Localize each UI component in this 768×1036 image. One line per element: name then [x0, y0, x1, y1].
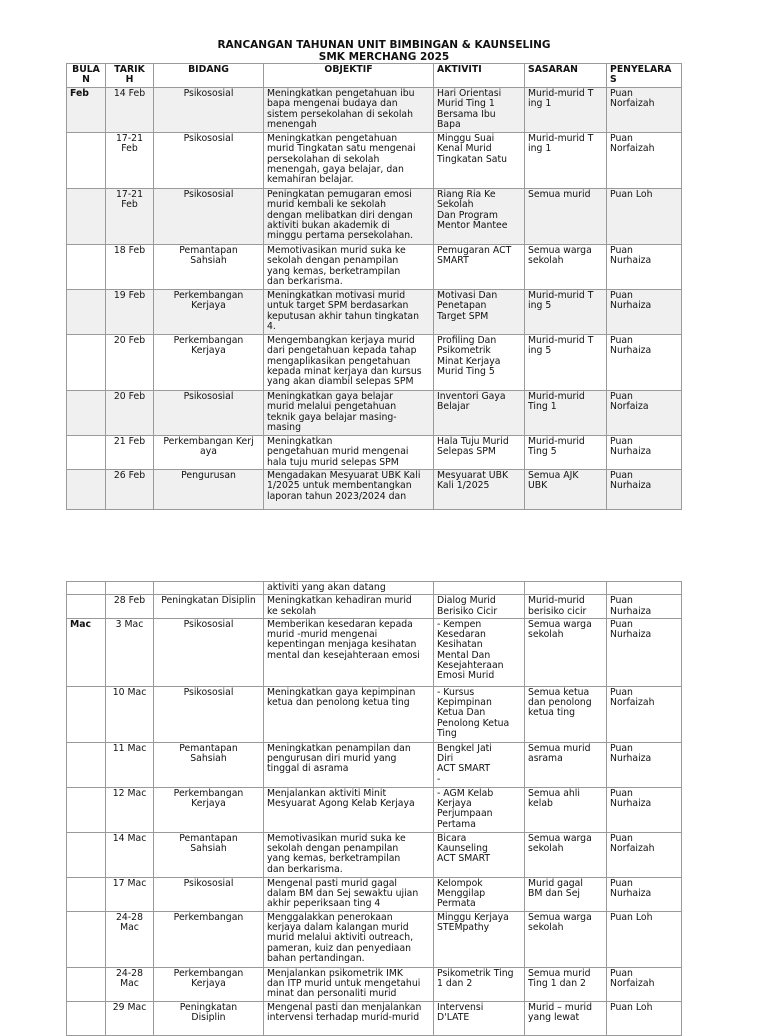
bidang-cell: Pengurusan [154, 470, 264, 510]
date-cell: 28 Feb [106, 595, 154, 619]
table-row [67, 88, 682, 133]
penyelaras-cell: Puan Nurhaiza [607, 245, 682, 290]
aktiviti-cell: Bengkel Jati Diri ACT SMART - [434, 742, 525, 787]
sasaran-cell: Murid-murid berisiko cicir [525, 595, 607, 619]
header-tarikh: TARIK H [106, 64, 154, 88]
sasaran-cell: Semua AJK UBK [525, 470, 607, 510]
date-cell: 3 Mac [106, 618, 154, 686]
objektif-cell: Memotivasikan murid suka ke sekolah dengan penampilan yang kemas, berketrampilan dan berkarisma. [264, 832, 434, 877]
date-cell: 17 Mac [106, 877, 154, 911]
objektif-cell: Meningkatkan gaya kepimpinan ketua dan penolong ketua ting [264, 686, 434, 742]
table-row [67, 470, 682, 510]
objektif-cell: Menjalankan psikometrik IMK dan ITP murid untuk mengetahui minat dan personaliti murid [264, 967, 434, 1001]
penyelaras-cell: Puan Nurhaiza [607, 470, 682, 510]
plan-table-page2 [66, 581, 682, 1036]
sasaran-cell: Murid-murid T ing 1 [525, 88, 607, 133]
penyelaras-cell: Puan Nurhaiza [607, 436, 682, 470]
aktiviti-cell: Intervensi D'LATE [434, 1001, 525, 1035]
month-cell [67, 1001, 106, 1035]
bidang-cell: Perkembangan Kerjaya [154, 290, 264, 335]
objektif-cell: Mengenal pasti murid gagal dalam BM dan Sej sewaktu ujian akhir peperiksaan ting 4 [264, 877, 434, 911]
bidang-cell: Psikososial [154, 686, 264, 742]
header-aktiviti: AKTIVITI [434, 64, 525, 88]
objektif-cell: Meningkatkan pengetahuan murid mengenai hala tuju murid selepas SPM [264, 436, 434, 470]
table-row [67, 877, 682, 911]
penyelaras-cell [607, 582, 682, 595]
date-cell: 11 Mac [106, 742, 154, 787]
aktiviti-cell: Kelompok Menggilap Permata [434, 877, 525, 911]
objektif-cell: Meningkatkan gaya belajar murid melalui pengetahuan teknik gaya belajar masing- masing [264, 391, 434, 436]
aktiviti-cell: Hari Orientasi Murid Ting 1 Bersama Ibu Bapa [434, 88, 525, 133]
sasaran-cell: Murid-murid T ing 5 [525, 290, 607, 335]
month-cell [67, 742, 106, 787]
date-cell: 12 Mac [106, 787, 154, 832]
month-cell: Feb [67, 88, 106, 133]
objektif-cell: Peningkatan pemugaran emosi murid kembali ke sekolah dengan melibatkan diri dengan aktiviti bukan akademik di minggu pertama persekolahan. [264, 189, 434, 245]
date-cell: 29 Mac [106, 1001, 154, 1035]
objektif-cell: Mengadakan Mesyuarat UBK Kali 1/2025 untuk membentangkan laporan tahun 2023/2024 dan [264, 470, 434, 510]
penyelaras-cell: Puan Loh [607, 189, 682, 245]
table-row [67, 133, 682, 189]
aktiviti-cell: Dialog Murid Berisiko Cicir [434, 595, 525, 619]
bidang-cell: Psikososial [154, 133, 264, 189]
objektif-cell: Memberikan kesedaran kepada murid -murid mengenai kepentingan menjaga kesihatan mental dan kesejahteraan emosi [264, 618, 434, 686]
table-row [67, 189, 682, 245]
sasaran-cell: Murid-murid Ting 1 [525, 391, 607, 436]
table-row [67, 391, 682, 436]
date-cell: 19 Feb [106, 290, 154, 335]
month-cell [67, 686, 106, 742]
table-row [67, 742, 682, 787]
table-row [67, 245, 682, 290]
bidang-cell: Psikososial [154, 877, 264, 911]
sasaran-cell: Semua warga sekolah [525, 245, 607, 290]
sasaran-cell: Semua warga sekolah [525, 832, 607, 877]
aktiviti-cell: Mesyuarat UBK Kali 1/2025 [434, 470, 525, 510]
objektif-cell: Mengembangkan kerjaya murid dari pengetahuan kepada tahap mengaplikasikan pengetahuan kepada minat kerjaya dan kursus yang akan diambil selepas SPM [264, 335, 434, 391]
penyelaras-cell: Puan Norfaizah [607, 133, 682, 189]
aktiviti-cell: Psikometrik Ting 1 dan 2 [434, 967, 525, 1001]
date-cell: 18 Feb [106, 245, 154, 290]
penyelaras-cell: Puan Nurhaiza [607, 290, 682, 335]
penyelaras-cell: Puan Norfaizah [607, 967, 682, 1001]
sasaran-cell: Semua ahli kelab [525, 787, 607, 832]
penyelaras-cell: Puan Norfaizah [607, 686, 682, 742]
bidang-cell: Pemantapan Sahsiah [154, 245, 264, 290]
bidang-cell: Peningkatan Disiplin [154, 595, 264, 619]
sasaran-cell: Murid-murid Ting 5 [525, 436, 607, 470]
table-row [67, 1001, 682, 1035]
date-cell: 26 Feb [106, 470, 154, 510]
aktiviti-cell: Minggu Suai Kenal Murid Tingkatan Satu [434, 133, 525, 189]
date-cell: 20 Feb [106, 335, 154, 391]
table-row [67, 595, 682, 619]
aktiviti-cell: Minggu Kerjaya STEMpathy [434, 911, 525, 967]
month-cell [67, 582, 106, 595]
objektif-cell: Meningkatkan penampilan dan pengurusan diri murid yang tinggal di asrama [264, 742, 434, 787]
aktiviti-cell: Profiling Dan Psikometrik Minat Kerjaya Murid Ting 5 [434, 335, 525, 391]
month-cell [67, 470, 106, 510]
sasaran-cell: Murid gagal BM dan Sej [525, 877, 607, 911]
penyelaras-cell: Puan Nurhaiza [607, 742, 682, 787]
bidang-cell: Pemantapan Sahsiah [154, 832, 264, 877]
date-cell: 20 Feb [106, 391, 154, 436]
header-objektif: OBJEKTIF [264, 64, 434, 88]
table-row [67, 582, 682, 595]
month-cell [67, 290, 106, 335]
objektif-cell: Mengenal pasti dan menjalankan intervensi terhadap murid-murid [264, 1001, 434, 1035]
month-cell [67, 391, 106, 436]
objektif-cell: Menjalankan aktiviti Minit Mesyuarat Agong Kelab Kerjaya [264, 787, 434, 832]
sasaran-cell: Murid-murid T ing 5 [525, 335, 607, 391]
header-penyelaras: PENYELARA S [607, 64, 682, 88]
document-title-line1: RANCANGAN TAHUNAN UNIT BIMBINGAN & KAUNSELING [217, 39, 551, 51]
objektif-cell: aktiviti yang akan datang [264, 582, 434, 595]
header-bidang: BIDANG [154, 64, 264, 88]
sasaran-cell: Murid-murid T ing 1 [525, 133, 607, 189]
bidang-cell: Perkembangan Kerj aya [154, 436, 264, 470]
penyelaras-cell: Puan Norfaizah [607, 832, 682, 877]
bidang-cell: Perkembangan Kerjaya [154, 335, 264, 391]
penyelaras-cell: Puan Nurhaiza [607, 787, 682, 832]
plan-table-page1 [66, 63, 682, 510]
penyelaras-cell: Puan Norfaizah [607, 88, 682, 133]
sasaran-cell: Semua ketua dan penolong ketua ting [525, 686, 607, 742]
month-cell [67, 436, 106, 470]
bidang-cell: Perkembangan Kerjaya [154, 787, 264, 832]
aktiviti-cell: Bicara Kaunseling ACT SMART [434, 832, 525, 877]
date-cell: 24-28 Mac [106, 911, 154, 967]
document-title-line2: SMK MERCHANG 2025 [318, 51, 450, 63]
date-cell: 10 Mac [106, 686, 154, 742]
date-cell: 14 Feb [106, 88, 154, 133]
penyelaras-cell: Puan Nurhaiza [607, 877, 682, 911]
bidang-cell [154, 582, 264, 595]
month-cell [67, 787, 106, 832]
sasaran-cell: Semua warga sekolah [525, 911, 607, 967]
table-row [67, 290, 682, 335]
date-cell: 21 Feb [106, 436, 154, 470]
bidang-cell: Perkembangan Kerjaya [154, 967, 264, 1001]
table-row [67, 686, 682, 742]
aktiviti-cell: Inventori Gaya Belajar [434, 391, 525, 436]
table-row [67, 335, 682, 391]
aktiviti-cell: - Kempen Kesedaran Kesihatan Mental Dan Kesejahteraan Emosi Murid [434, 618, 525, 686]
aktiviti-cell: Riang Ria Ke Sekolah Dan Program Mentor Mantee [434, 189, 525, 245]
objektif-cell: Meningkatkan motivasi murid untuk target SPM berdasarkan keputusan akhir tahun tingkatan 4. [264, 290, 434, 335]
table-row [67, 787, 682, 832]
date-cell: 14 Mac [106, 832, 154, 877]
objektif-cell: Meningkatkan kehadiran murid ke sekolah [264, 595, 434, 619]
penyelaras-cell: Puan Loh [607, 1001, 682, 1035]
table-header-row [67, 64, 682, 88]
objektif-cell: Menggalakkan penerokaan kerjaya dalam kalangan murid murid melalui aktiviti outreach, pameran, kuiz dan penyediaan bahan pertandingan. [264, 911, 434, 967]
bidang-cell: Psikososial [154, 618, 264, 686]
bidang-cell: Psikososial [154, 391, 264, 436]
month-cell [67, 335, 106, 391]
aktiviti-cell: Motivasi Dan Penetapan Target SPM [434, 290, 525, 335]
month-cell [67, 967, 106, 1001]
header-bulan: BULA N [67, 64, 106, 88]
aktiviti-cell: Pemugaran ACT SMART [434, 245, 525, 290]
sasaran-cell [525, 582, 607, 595]
month-cell [67, 133, 106, 189]
month-cell [67, 595, 106, 619]
sasaran-cell: Semua murid Ting 1 dan 2 [525, 967, 607, 1001]
date-cell: 24-28 Mac [106, 967, 154, 1001]
penyelaras-cell: Puan Norfaiza [607, 391, 682, 436]
bidang-cell: Psikososial [154, 88, 264, 133]
table-row [67, 832, 682, 877]
sasaran-cell: Semua murid asrama [525, 742, 607, 787]
date-cell [106, 582, 154, 595]
month-cell [67, 189, 106, 245]
month-cell [67, 911, 106, 967]
penyelaras-cell: Puan Nurhaiza [607, 618, 682, 686]
month-cell [67, 877, 106, 911]
month-cell: Mac [67, 618, 106, 686]
table-row [67, 911, 682, 967]
date-cell: 17-21 Feb [106, 189, 154, 245]
table-row [67, 967, 682, 1001]
penyelaras-cell: Puan Nurhaiza [607, 335, 682, 391]
objektif-cell: Memotivasikan murid suka ke sekolah dengan penampilan yang kemas, berketrampilan dan berkarisma. [264, 245, 434, 290]
bidang-cell: Perkembangan [154, 911, 264, 967]
objektif-cell: Meningkatkan pengetahuan murid Tingkatan satu mengenai persekolahan di sekolah menengah, gaya belajar, dan kemahiran belajar. [264, 133, 434, 189]
aktiviti-cell: - AGM Kelab Kerjaya Perjumpaan Pertama [434, 787, 525, 832]
date-cell: 17-21 Feb [106, 133, 154, 189]
bidang-cell: Pemantapan Sahsiah [154, 742, 264, 787]
sasaran-cell: Murid – murid yang lewat [525, 1001, 607, 1035]
month-cell [67, 832, 106, 877]
month-cell [67, 245, 106, 290]
header-sasaran: SASARAN [525, 64, 607, 88]
table-row [67, 618, 682, 686]
bidang-cell: Peningkatan Disiplin [154, 1001, 264, 1035]
aktiviti-cell: - Kursus Kepimpinan Ketua Dan Penolong Ketua Ting [434, 686, 525, 742]
table-row [67, 436, 682, 470]
sasaran-cell: Semua warga sekolah [525, 618, 607, 686]
penyelaras-cell: Puan Nurhaiza [607, 595, 682, 619]
aktiviti-cell [434, 582, 525, 595]
objektif-cell: Meningkatkan pengetahuan ibu bapa mengenai budaya dan sistem persekolahan di sekolah menengah [264, 88, 434, 133]
sasaran-cell: Semua murid [525, 189, 607, 245]
penyelaras-cell: Puan Loh [607, 911, 682, 967]
bidang-cell: Psikososial [154, 189, 264, 245]
aktiviti-cell: Hala Tuju Murid Selepas SPM [434, 436, 525, 470]
